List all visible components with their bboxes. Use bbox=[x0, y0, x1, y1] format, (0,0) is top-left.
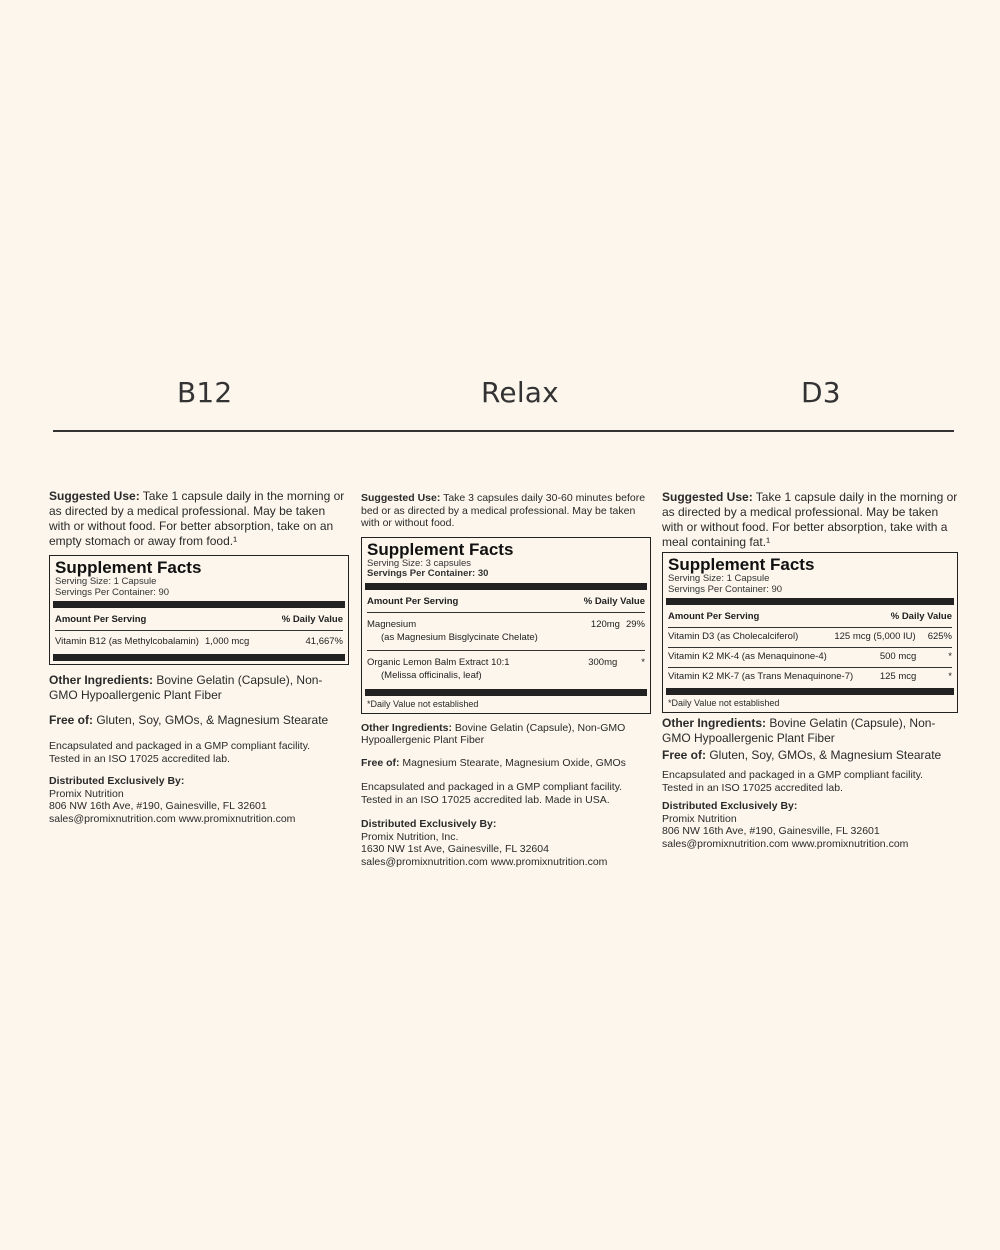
facts-divider bbox=[668, 667, 952, 668]
facts-thick-bar bbox=[53, 654, 345, 661]
nutrient-dv: * bbox=[948, 651, 952, 662]
nutrient-dv: 41,667% bbox=[305, 636, 343, 647]
distributor-contact: sales@promixnutrition.com www.promixnutrition.com bbox=[361, 855, 608, 868]
facts-divider bbox=[367, 612, 645, 613]
amount-per-serving-header: Amount Per Serving bbox=[55, 614, 147, 625]
facts-divider bbox=[55, 630, 343, 631]
facts-divider bbox=[367, 650, 645, 651]
suggested-use-label: Suggested Use: bbox=[49, 489, 140, 503]
supplement-facts-panel bbox=[662, 552, 958, 713]
facts-thick-bar bbox=[666, 598, 954, 605]
facts-header-row bbox=[668, 608, 952, 625]
facts-thick-bar bbox=[666, 688, 954, 695]
facts-header-row bbox=[367, 593, 645, 610]
nutrient-name: Vitamin D3 (as Cholecalciferol) bbox=[668, 631, 799, 642]
serving-size: Serving Size: 1 Capsule bbox=[55, 576, 157, 587]
nutrient-amount: 300mg bbox=[588, 656, 618, 668]
other-ingredients bbox=[662, 716, 958, 746]
free-of-text: Magnesium Stearate, Magnesium Oxide, GMOs bbox=[399, 756, 626, 769]
suggested-use-label: Suggested Use: bbox=[662, 490, 753, 504]
encapsulated-line: Encapsulated and packaged in a GMP compliant facility. bbox=[361, 781, 623, 793]
tested-line: Tested in an ISO 17025 accredited lab. Made in USA. bbox=[361, 793, 610, 806]
facts-divider bbox=[668, 647, 952, 648]
serving-size: Serving Size: 3 capsules bbox=[367, 557, 472, 569]
nutrient-subtext: (as Magnesium Bisglycinate Chelate) bbox=[381, 631, 538, 643]
nutrient-dv: * bbox=[948, 671, 952, 682]
free-of bbox=[361, 757, 651, 770]
free-of-label: Free of: bbox=[361, 756, 400, 769]
nutrient-dv: * bbox=[641, 656, 645, 668]
supplement-facts-title: Supplement Facts bbox=[367, 539, 514, 559]
relax-panel bbox=[361, 492, 651, 868]
suggested-use-text: Take 3 capsules daily 30-60 minutes before bed or as directed by a medical professional. May be taken with or without food. bbox=[361, 492, 646, 529]
distributed-label: Distributed Exclusively By: bbox=[49, 775, 185, 787]
suggested-use-text: Take 1 capsule daily in the morning or as directed by a medical professional. May be taken with or without food. For better absorption, take with a meal containing fat.¹ bbox=[662, 490, 958, 549]
daily-value-header: % Daily Value bbox=[890, 611, 952, 622]
b12-panel bbox=[49, 489, 349, 825]
distributor-name: Promix Nutrition bbox=[49, 787, 124, 800]
nutrient-amount: 1,000 mcg bbox=[204, 636, 250, 647]
daily-value-note: *Daily Value not established bbox=[367, 698, 479, 709]
servings-per-container: Servings Per Container: 90 bbox=[668, 583, 783, 595]
amount-per-serving-header: Amount Per Serving bbox=[668, 611, 760, 622]
nutrient-name: Magnesium bbox=[367, 618, 417, 630]
other-ingredients-text: Bovine Gelatin (Capsule), Non-GMO Hypoallergenic Plant Fiber bbox=[49, 673, 323, 702]
divider-line bbox=[53, 430, 954, 432]
supplement-facts-title: Supplement Facts bbox=[668, 555, 815, 574]
tested-line: Tested in an ISO 17025 accredited lab. bbox=[662, 781, 843, 794]
daily-value-note: *Daily Value not established bbox=[668, 698, 780, 708]
nutrient-name: Vitamin B12 (as Methylcobalamin) bbox=[55, 636, 199, 647]
distributor-name: Promix Nutrition bbox=[662, 812, 737, 825]
nutrient-subtext: (Melissa officinalis, leaf) bbox=[381, 669, 482, 681]
suggested-use bbox=[49, 489, 349, 549]
servings-per-container: Servings Per Container: 30 bbox=[367, 568, 489, 579]
suggested-use-text: Take 1 capsule daily in the morning or as directed by a medical professional. May be taken with or without food. For better absorption, take on an empty stomach or away from food.¹ bbox=[49, 489, 345, 548]
distributor-name: Promix Nutrition, Inc. bbox=[361, 830, 459, 843]
tab-b12[interactable]: B12 bbox=[177, 376, 233, 409]
nutrient-amount: 125 mcg (5,000 IU) bbox=[834, 631, 916, 642]
distributor-address: 806 NW 16th Ave, #190, Gainesville, FL 32601 bbox=[49, 800, 267, 812]
supplement-facts-panel bbox=[49, 555, 349, 665]
supplement-facts-panel bbox=[361, 537, 651, 714]
nutrient-dv: 29% bbox=[625, 618, 645, 630]
encapsulated-line: Encapsulated and packaged in a GMP compliant facility. bbox=[662, 769, 924, 781]
free-of-label: Free of: bbox=[662, 748, 707, 762]
encapsulated-line: Encapsulated and packaged in a GMP compliant facility. bbox=[49, 740, 311, 752]
facts-thick-bar bbox=[53, 601, 345, 608]
nutrient-name: Organic Lemon Balm Extract 10:1 bbox=[367, 656, 510, 668]
suggested-use bbox=[662, 490, 958, 550]
nutrient-amount: 120mg bbox=[590, 618, 620, 630]
nutrient-sub-row bbox=[367, 669, 645, 686]
other-ingredients-label: Other Ingredients: bbox=[662, 716, 767, 730]
d3-panel bbox=[662, 490, 958, 850]
amount-per-serving-header: Amount Per Serving bbox=[367, 595, 459, 607]
nutrient-name: Vitamin K2 MK-7 (as Trans Menaquinone-7) bbox=[668, 671, 854, 682]
nutrient-row bbox=[668, 650, 952, 665]
distributor-address: 806 NW 16th Ave, #190, Gainesville, FL 32601 bbox=[662, 825, 880, 837]
other-ingredients bbox=[361, 722, 651, 747]
nutrient-row bbox=[367, 615, 645, 631]
free-of bbox=[662, 748, 958, 763]
free-of-text: Gluten, Soy, GMOs, & Magnesium Stearate bbox=[706, 748, 942, 762]
supplement-facts-title: Supplement Facts bbox=[55, 558, 202, 577]
distributor-contact: sales@promixnutrition.com www.promixnutrition.com bbox=[49, 812, 296, 825]
nutrient-row bbox=[55, 633, 343, 651]
other-ingredients bbox=[49, 673, 349, 703]
tested-line: Tested in an ISO 17025 accredited lab. bbox=[49, 752, 230, 765]
nutrient-sub-row bbox=[367, 631, 645, 648]
tab-d3[interactable]: D3 bbox=[801, 376, 841, 409]
free-of bbox=[49, 713, 349, 728]
facts-divider bbox=[668, 627, 952, 628]
free-of-text: Gluten, Soy, GMOs, & Magnesium Stearate bbox=[93, 713, 329, 727]
nutrient-name: Vitamin K2 MK-4 (as Menaquinone-4) bbox=[668, 651, 827, 662]
distributor-contact: sales@promixnutrition.com www.promixnutrition.com bbox=[662, 837, 909, 850]
facts-thick-bar bbox=[365, 583, 647, 590]
tab-relax[interactable]: Relax bbox=[481, 376, 559, 409]
nutrient-amount: 500 mcg bbox=[879, 651, 917, 662]
other-ingredients-label: Other Ingredients: bbox=[361, 721, 453, 734]
servings-per-container: Servings Per Container: 90 bbox=[55, 586, 170, 598]
facts-thick-bar bbox=[365, 689, 647, 696]
suggested-use bbox=[361, 492, 651, 530]
nutrient-dv: 625% bbox=[927, 631, 952, 642]
suggested-use-label: Suggested Use: bbox=[361, 492, 441, 504]
nutrient-row bbox=[668, 670, 952, 685]
other-ingredients-text: Bovine Gelatin (Capsule), Non-GMO Hypoallergenic Plant Fiber bbox=[662, 716, 936, 745]
distributor-address: 1630 NW 1st Ave, Gainesville, FL 32604 bbox=[361, 843, 549, 855]
nutrient-row bbox=[367, 653, 645, 669]
nutrient-row bbox=[668, 630, 952, 645]
other-ingredients-text: Bovine Gelatin (Capsule), Non-GMO Hypoallergenic Plant Fiber bbox=[361, 721, 626, 746]
serving-size: Serving Size: 1 Capsule bbox=[668, 573, 770, 584]
free-of-label: Free of: bbox=[49, 713, 94, 727]
distributed-label: Distributed Exclusively By: bbox=[361, 818, 497, 830]
daily-value-header: % Daily Value bbox=[583, 595, 645, 607]
other-ingredients-label: Other Ingredients: bbox=[49, 673, 154, 687]
distributed-label: Distributed Exclusively By: bbox=[662, 800, 798, 812]
nutrient-amount: 125 mcg bbox=[879, 671, 917, 682]
facts-header-row bbox=[55, 611, 343, 628]
daily-value-header: % Daily Value bbox=[281, 614, 343, 625]
